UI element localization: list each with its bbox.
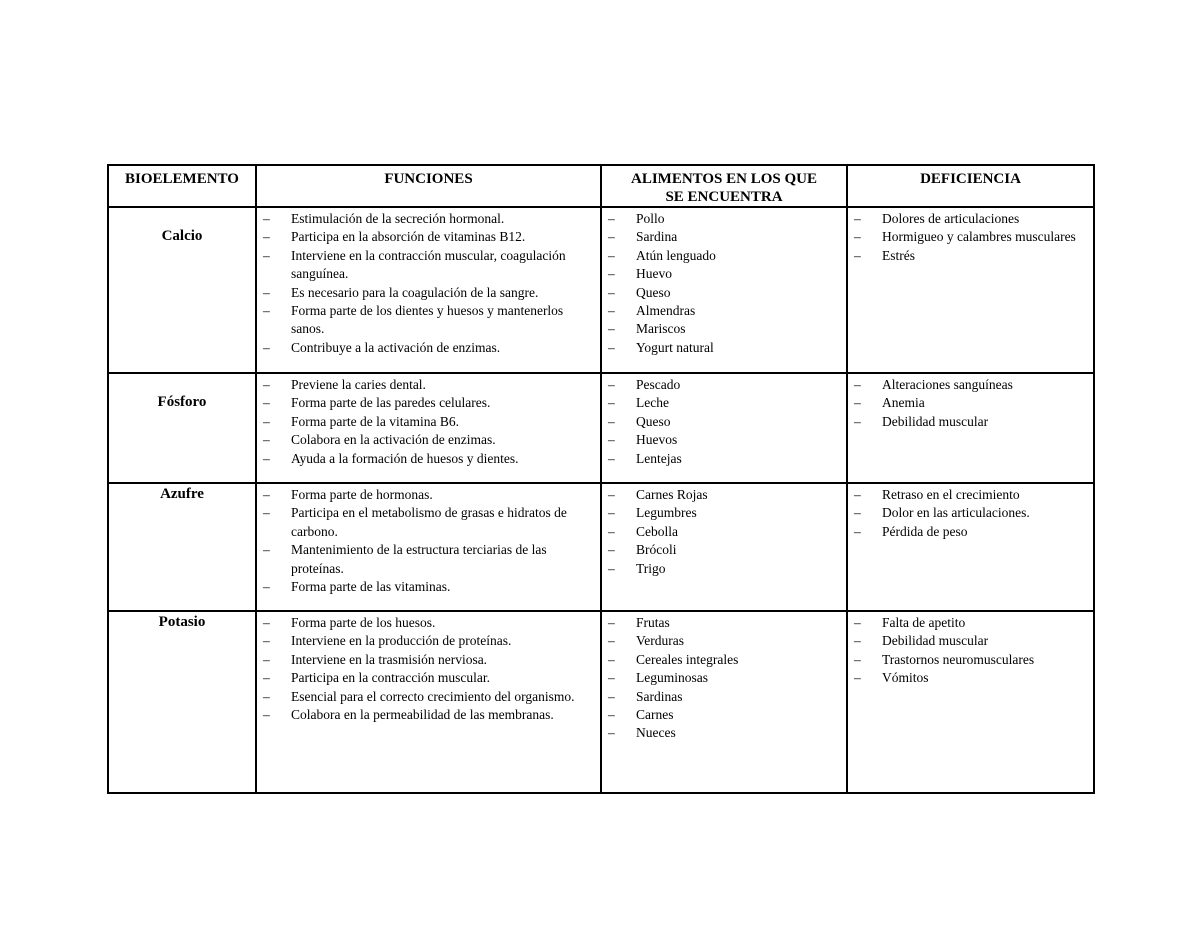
bioelementos-table bbox=[107, 164, 1095, 794]
funciones-list bbox=[257, 374, 600, 468]
list-item: – Estrés bbox=[848, 247, 1087, 265]
alimentos-list bbox=[602, 612, 846, 743]
list-item: – Dolor en las articulaciones. bbox=[848, 504, 1087, 522]
list-item: – Participa en el metabolismo de grasas e hidratos de carbono. bbox=[257, 504, 594, 541]
deficiencia-list bbox=[848, 208, 1093, 265]
list-item: – Retraso en el crecimiento bbox=[848, 486, 1087, 504]
list-item: – Forma parte de las paredes celulares. bbox=[257, 394, 594, 412]
list-item: – Lentejas bbox=[602, 450, 840, 468]
element-name: Potasio bbox=[158, 614, 206, 630]
deficiencia-cell bbox=[847, 373, 1094, 483]
list-item: – Forma parte de la vitamina B6. bbox=[257, 413, 594, 431]
list-item: – Nueces bbox=[602, 724, 840, 742]
list-item: – Falta de apetito bbox=[848, 614, 1087, 632]
list-item: – Yogurt natural bbox=[602, 339, 840, 357]
list-item: – Interviene en la producción de proteínas. bbox=[257, 632, 594, 650]
list-item: – Pescado bbox=[602, 376, 840, 394]
list-item: – Leche bbox=[602, 394, 840, 412]
list-item: – Mantenimiento de la estructura terciarias de las proteínas. bbox=[257, 541, 594, 578]
list-item: – Ayuda a la formación de huesos y dientes. bbox=[257, 450, 594, 468]
list-item: – Trastornos neuromusculares bbox=[848, 651, 1087, 669]
alimentos-list bbox=[602, 374, 846, 468]
list-item: – Mariscos bbox=[602, 320, 840, 338]
list-item: – Frutas bbox=[602, 614, 840, 632]
list-item: – Debilidad muscular bbox=[848, 632, 1087, 650]
list-item: – Pollo bbox=[602, 210, 840, 228]
table-row bbox=[108, 207, 1094, 373]
list-item: – Leguminosas bbox=[602, 669, 840, 687]
element-cell bbox=[108, 483, 256, 611]
list-item: – Dolores de articulaciones bbox=[848, 210, 1087, 228]
table-row bbox=[108, 611, 1094, 793]
list-item: – Participa en la contracción muscular. bbox=[257, 669, 594, 687]
funciones-list bbox=[257, 612, 600, 724]
list-item: – Huevo bbox=[602, 265, 840, 283]
element-cell bbox=[108, 373, 256, 483]
header-funciones-label: FUNCIONES bbox=[384, 171, 473, 187]
list-item: – Es necesario para la coagulación de la sangre. bbox=[257, 284, 594, 302]
list-item: – Alteraciones sanguíneas bbox=[848, 376, 1087, 394]
funciones-list bbox=[257, 484, 600, 596]
alimentos-cell bbox=[601, 373, 847, 483]
list-item: – Sardina bbox=[602, 228, 840, 246]
list-item: – Carnes Rojas bbox=[602, 486, 840, 504]
list-item: – Pérdida de peso bbox=[848, 523, 1087, 541]
list-item: – Legumbres bbox=[602, 504, 840, 522]
list-item: – Interviene en la contracción muscular, coagulación sanguínea. bbox=[257, 247, 594, 284]
alimentos-cell bbox=[601, 207, 847, 373]
list-item: – Cereales integrales bbox=[602, 651, 840, 669]
header-row bbox=[108, 165, 1094, 207]
list-item: – Forma parte de los huesos. bbox=[257, 614, 594, 632]
table-row bbox=[108, 373, 1094, 483]
element-cell bbox=[108, 207, 256, 373]
list-item: – Atún lenguado bbox=[602, 247, 840, 265]
table-row bbox=[108, 483, 1094, 611]
deficiencia-cell bbox=[847, 611, 1094, 793]
list-item: – Queso bbox=[602, 413, 840, 431]
list-item: – Carnes bbox=[602, 706, 840, 724]
alimentos-cell bbox=[601, 611, 847, 793]
list-item: – Vómitos bbox=[848, 669, 1087, 687]
element-cell bbox=[108, 611, 256, 793]
header-deficiencia bbox=[847, 165, 1094, 207]
list-item: – Queso bbox=[602, 284, 840, 302]
funciones-list bbox=[257, 208, 600, 357]
deficiencia-cell bbox=[847, 207, 1094, 373]
element-name: Fósforo bbox=[157, 394, 207, 410]
alimentos-list bbox=[602, 208, 846, 357]
header-alimentos bbox=[601, 165, 847, 207]
list-item: – Anemia bbox=[848, 394, 1087, 412]
list-item: – Estimulación de la secreción hormonal. bbox=[257, 210, 594, 228]
list-item: – Brócoli bbox=[602, 541, 840, 559]
deficiencia-list bbox=[848, 484, 1093, 541]
deficiencia-list bbox=[848, 612, 1093, 688]
list-item: – Interviene en la trasmisión nerviosa. bbox=[257, 651, 594, 669]
list-item: – Forma parte de los dientes y huesos y mantenerlos sanos. bbox=[257, 302, 594, 339]
funciones-cell bbox=[256, 611, 601, 793]
list-item: – Colabora en la permeabilidad de las membranas. bbox=[257, 706, 594, 724]
header-alimentos-label-line2: SE ENCUENTRA bbox=[665, 189, 783, 205]
header-bioelemento-label: BIOELEMENTO bbox=[125, 171, 239, 187]
list-item: – Esencial para el correcto crecimiento del organismo. bbox=[257, 688, 594, 706]
list-item: – Trigo bbox=[602, 560, 840, 578]
funciones-cell bbox=[256, 483, 601, 611]
list-item: – Hormigueo y calambres musculares bbox=[848, 228, 1087, 246]
header-deficiencia-label: DEFICIENCIA bbox=[920, 171, 1021, 187]
funciones-cell bbox=[256, 373, 601, 483]
list-item: – Verduras bbox=[602, 632, 840, 650]
list-item: – Forma parte de las vitaminas. bbox=[257, 578, 594, 596]
list-item: – Forma parte de hormonas. bbox=[257, 486, 594, 504]
header-funciones bbox=[256, 165, 601, 207]
list-item: – Sardinas bbox=[602, 688, 840, 706]
list-item: – Participa en la absorción de vitaminas B12. bbox=[257, 228, 594, 246]
list-item: – Previene la caries dental. bbox=[257, 376, 594, 394]
deficiencia-list bbox=[848, 374, 1093, 431]
list-item: – Debilidad muscular bbox=[848, 413, 1087, 431]
list-item: – Huevos bbox=[602, 431, 840, 449]
alimentos-cell bbox=[601, 483, 847, 611]
element-name: Azufre bbox=[160, 486, 204, 502]
deficiencia-cell bbox=[847, 483, 1094, 611]
list-item: – Almendras bbox=[602, 302, 840, 320]
list-item: – Cebolla bbox=[602, 523, 840, 541]
element-name: Calcio bbox=[161, 228, 203, 244]
list-item: – Colabora en la activación de enzimas. bbox=[257, 431, 594, 449]
header-bioelemento bbox=[108, 165, 256, 207]
header-alimentos-label-line1: ALIMENTOS EN LOS QUE bbox=[630, 171, 818, 187]
alimentos-list bbox=[602, 484, 846, 578]
list-item: – Contribuye a la activación de enzimas. bbox=[257, 339, 594, 357]
funciones-cell bbox=[256, 207, 601, 373]
